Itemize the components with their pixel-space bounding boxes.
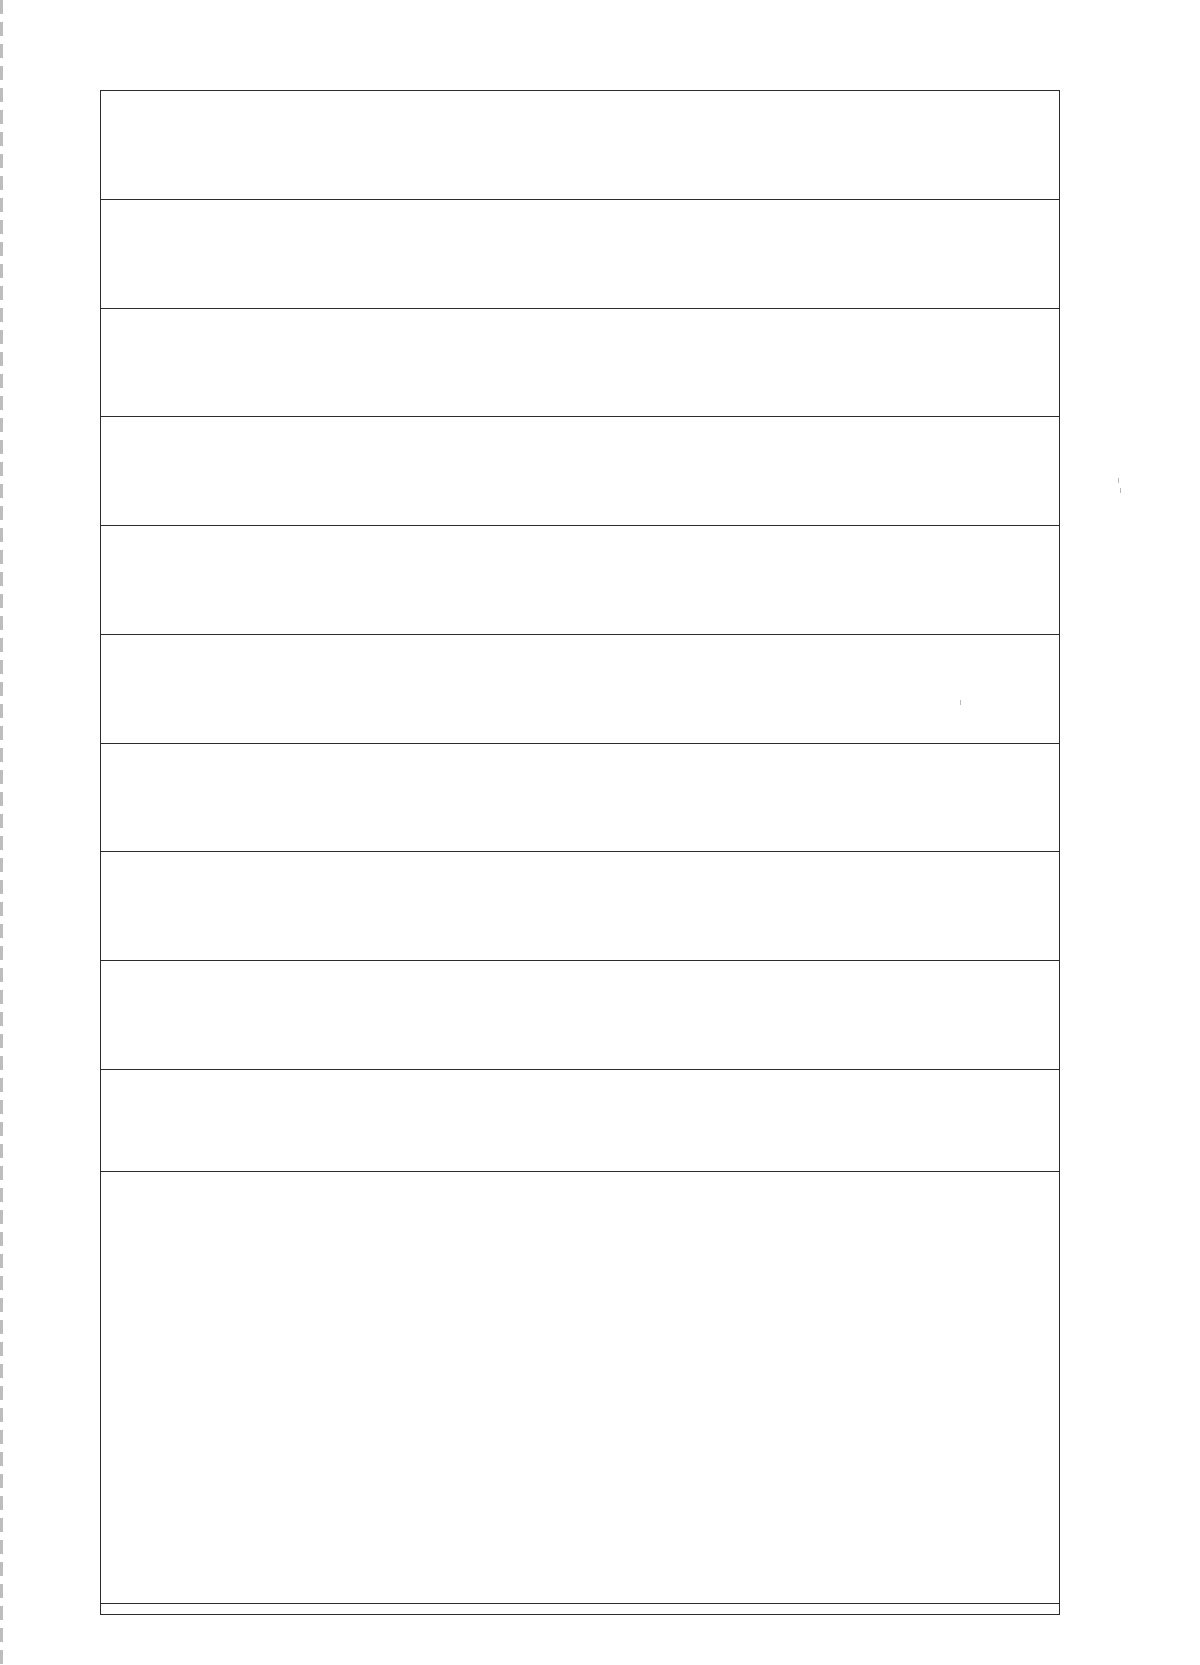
row-1-1-7-unit bbox=[101, 1070, 1060, 1172]
rotated-page bbox=[100, 90, 1060, 1615]
table-row-1-1-7 bbox=[101, 91, 1060, 1615]
row-1-1-7-value-2 bbox=[101, 852, 1060, 961]
row-1-1-7-value-8 bbox=[101, 199, 1060, 308]
row-1-1-7-value-1 bbox=[101, 961, 1060, 1070]
row-1-1-7-value-4 bbox=[101, 634, 1060, 743]
scan-edge bbox=[0, 0, 3, 1665]
row-1-1-7-description bbox=[101, 1172, 1060, 1604]
scan-speck bbox=[1118, 478, 1119, 483]
scan-speck bbox=[1120, 488, 1121, 493]
tariff-table bbox=[100, 90, 1060, 1615]
row-1-1-7-value-3 bbox=[101, 743, 1060, 852]
row-1-1-7-value-7 bbox=[101, 308, 1060, 417]
row-1-1-7-value-9 bbox=[101, 91, 1060, 200]
row-1-1-7-value-6 bbox=[101, 417, 1060, 526]
row-1-1-7-number-cell bbox=[101, 1604, 1060, 1615]
row-1-1-7-value-5 bbox=[101, 526, 1060, 635]
